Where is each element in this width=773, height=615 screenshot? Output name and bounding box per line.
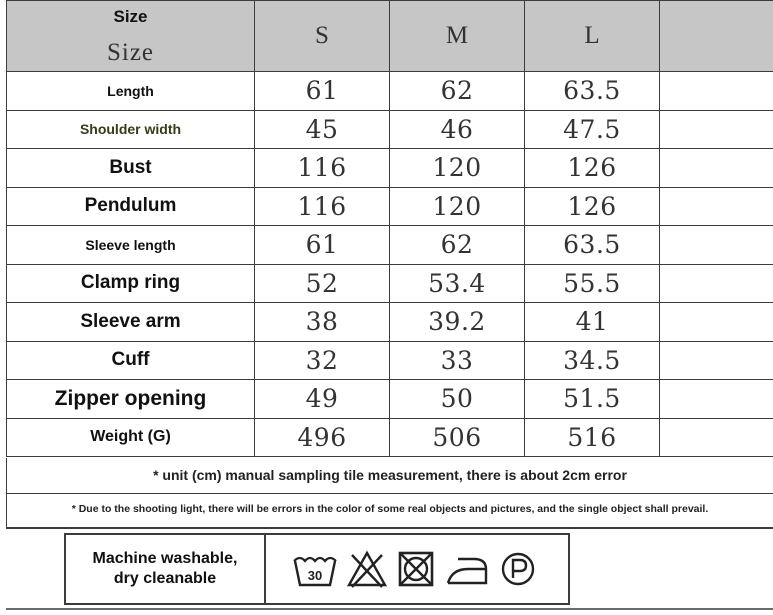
value-l: 51.5 (525, 380, 660, 419)
value-l: 63.5 (525, 226, 660, 265)
care-label-line1: Machine washable, (92, 550, 238, 567)
value-s: 116 (255, 149, 390, 188)
header-size-label: Size (113, 7, 148, 26)
table-row (7, 380, 773, 419)
size-table (6, 0, 773, 457)
value-l: 126 (525, 187, 660, 226)
value-s: 61 (255, 72, 390, 111)
row-label: Shoulder width (7, 110, 255, 149)
value-m: 120 (390, 149, 525, 188)
value-s: 38 (255, 303, 390, 342)
color-disclaimer-note: * Due to the shooting light, there will be errors in the color of some real objects and pictures, and the single object shall prevail. (6, 494, 773, 529)
empty-cell (660, 110, 773, 149)
value-m: 120 (390, 187, 525, 226)
row-label: Cuff (7, 341, 255, 380)
table-row (7, 149, 773, 188)
value-l: 55.5 (525, 264, 660, 303)
wash-30-icon (292, 549, 338, 589)
row-label: Sleeve arm (7, 303, 255, 342)
empty-cell (660, 380, 773, 419)
measurement-note: * unit (cm) manual sampling tile measurement, there is about 2cm error (6, 458, 773, 494)
header-size-label-serif: Size (106, 39, 155, 66)
value-m: 50 (390, 380, 525, 419)
header-size-s: S (255, 1, 390, 72)
wash-temp-text: 30 (307, 568, 323, 583)
empty-cell (660, 149, 773, 188)
value-m: 506 (390, 418, 525, 457)
care-label (66, 535, 266, 603)
table-row (7, 72, 773, 111)
table-row (7, 418, 773, 457)
table-row (7, 110, 773, 149)
value-s: 52 (255, 264, 390, 303)
value-m: 46 (390, 110, 525, 149)
table-row (7, 303, 773, 342)
value-l: 63.5 (525, 72, 660, 111)
empty-cell (660, 187, 773, 226)
empty-cell (660, 341, 773, 380)
dry-clean-p-icon (498, 549, 538, 589)
value-m: 62 (390, 226, 525, 265)
table-row (7, 187, 773, 226)
table-header-row (7, 1, 773, 72)
value-l: 34.5 (525, 341, 660, 380)
row-label: Bust (7, 149, 255, 188)
value-m: 39.2 (390, 303, 525, 342)
header-size-l: L (525, 1, 660, 72)
value-s: 61 (255, 226, 390, 265)
header-size-m: M (390, 1, 525, 72)
header-empty-cell (660, 1, 773, 72)
value-s: 49 (255, 380, 390, 419)
value-s: 32 (255, 341, 390, 380)
value-s: 496 (255, 418, 390, 457)
no-bleach-icon (346, 549, 388, 589)
header-size-cell (7, 1, 255, 72)
value-s: 116 (255, 187, 390, 226)
row-label: Pendulum (7, 187, 255, 226)
bottom-divider (6, 608, 773, 610)
empty-cell (660, 303, 773, 342)
no-tumble-dry-icon (396, 549, 436, 589)
value-m: 62 (390, 72, 525, 111)
care-label-line2: dry cleanable (113, 570, 217, 587)
row-label: Zipper opening (7, 380, 255, 419)
empty-cell (660, 226, 773, 265)
row-label: Clamp ring (7, 264, 255, 303)
value-l: 126 (525, 149, 660, 188)
row-label: Length (7, 72, 255, 111)
value-s: 45 (255, 110, 390, 149)
care-icons (266, 535, 568, 603)
row-label: Weight (G) (7, 418, 255, 457)
care-instructions-box (64, 533, 570, 605)
value-l: 41 (525, 303, 660, 342)
value-m: 33 (390, 341, 525, 380)
table-row (7, 341, 773, 380)
table-row (7, 226, 773, 265)
row-label: Sleeve length (7, 226, 255, 265)
empty-cell (660, 264, 773, 303)
iron-icon (444, 549, 490, 589)
table-row (7, 264, 773, 303)
value-l: 47.5 (525, 110, 660, 149)
value-m: 53.4 (390, 264, 525, 303)
empty-cell (660, 418, 773, 457)
empty-cell (660, 72, 773, 111)
value-l: 516 (525, 418, 660, 457)
